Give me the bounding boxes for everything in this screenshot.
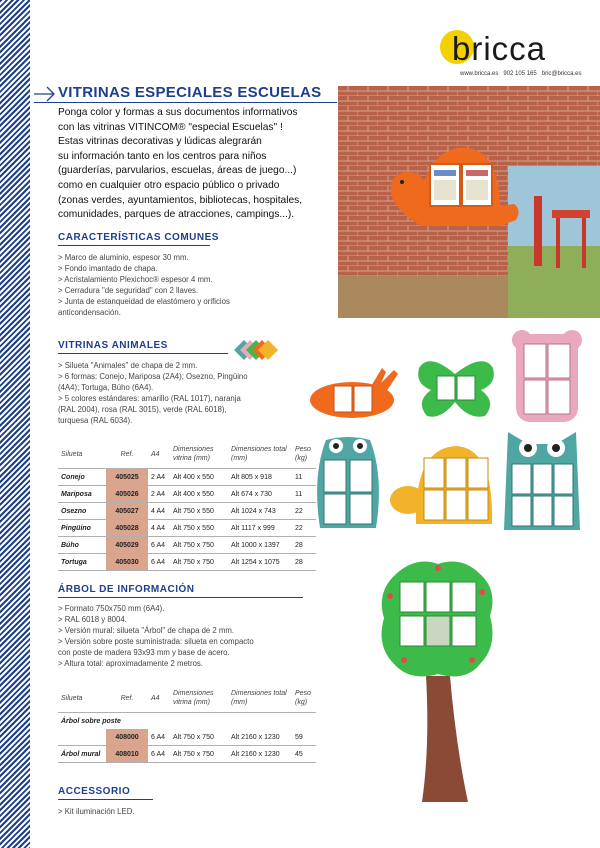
cell: Alt 1254 x 1075 bbox=[228, 554, 292, 571]
cell: Árbol mural bbox=[58, 746, 106, 763]
list-item: > Kit iluminación LED. bbox=[58, 807, 135, 816]
intro-line: (zonas verdes, ayuntamientos, bibliotecas, hospitales, bbox=[58, 194, 303, 206]
col-header: Dimensiones total (mm) bbox=[228, 684, 292, 713]
list-item: anticondensación. bbox=[58, 308, 121, 317]
cell: 22 bbox=[292, 520, 316, 537]
list-item: > 6 formas: Conejo, Mariposa (2A4); Osezno, Pingüino bbox=[58, 372, 248, 381]
table-row bbox=[58, 746, 316, 763]
intro-text bbox=[58, 106, 340, 223]
chevron-right-icon bbox=[34, 84, 56, 104]
table-row bbox=[58, 503, 316, 520]
cell: 4 A4 bbox=[148, 520, 170, 537]
intro-line: Ponga color y formas a sus documentos informativos bbox=[58, 107, 298, 118]
section-underline bbox=[58, 597, 303, 598]
decorative-stripe bbox=[0, 0, 30, 848]
cell: Alt 750 x 750 bbox=[170, 537, 228, 554]
table-row bbox=[58, 729, 316, 746]
cell: Conejo bbox=[58, 469, 106, 486]
intro-line: como en cualquier otro espacio público o privado bbox=[58, 179, 280, 191]
ref-cell: 405029 bbox=[106, 537, 148, 554]
intro-line: con las vitrinas VITINCOM® "especial Escuelas" ! bbox=[58, 121, 283, 133]
col-header: Peso (kg) bbox=[292, 440, 316, 469]
rabbit-vitrine-image bbox=[306, 368, 404, 420]
ref-cell: 408000 bbox=[106, 729, 148, 746]
table-header-row bbox=[58, 684, 316, 713]
table-row bbox=[58, 486, 316, 503]
ref-cell: 405025 bbox=[106, 469, 148, 486]
list-item: con poste de madera 93x93 mm y base de acero. bbox=[58, 648, 230, 657]
cell: 6 A4 bbox=[148, 729, 170, 746]
cell: Alt 674 x 730 bbox=[228, 486, 292, 503]
table-row bbox=[58, 520, 316, 537]
cell: Alt 1117 x 999 bbox=[228, 520, 292, 537]
cell: 4 A4 bbox=[148, 503, 170, 520]
table-row bbox=[58, 469, 316, 486]
list-item: > Cerradura "de seguridad" con 2 llaves. bbox=[58, 286, 199, 295]
table-row bbox=[58, 537, 316, 554]
title-underline bbox=[34, 102, 337, 103]
group-label: Árbol sobre poste bbox=[61, 717, 121, 725]
cell: Alt 750 x 750 bbox=[170, 729, 228, 746]
animales-list bbox=[58, 360, 248, 426]
table-header-row bbox=[58, 440, 316, 469]
accesorio-list bbox=[58, 806, 135, 817]
intro-line: (guarderías, parvularios, escuelas, áreas de juego...) bbox=[58, 165, 297, 177]
color-swatches-icon bbox=[232, 338, 280, 362]
list-item: > Acristalamiento Plexichoc® espesor 4 mm. bbox=[58, 275, 213, 284]
cell: 6 A4 bbox=[148, 554, 170, 571]
col-header: Ref. bbox=[106, 440, 148, 469]
cell: Alt 1000 x 1397 bbox=[228, 537, 292, 554]
logo-wordmark: bricca bbox=[452, 30, 547, 67]
cell: Alt 750 x 750 bbox=[170, 746, 228, 763]
caracteristicas-list bbox=[58, 252, 230, 318]
intro-line: comunidades, parques de atracciones, campings...). bbox=[58, 209, 295, 221]
cell: Alt 750 x 750 bbox=[170, 554, 228, 571]
col-header: Dimensiones vitrina (mm) bbox=[170, 684, 228, 713]
list-item: > 5 colores estándares: amarillo (RAL 1017), naranja bbox=[58, 394, 241, 403]
cell: 6 A4 bbox=[148, 746, 170, 763]
table-row bbox=[58, 554, 316, 571]
col-header: Peso (kg) bbox=[292, 684, 316, 713]
butterfly-vitrine-image bbox=[415, 358, 497, 420]
cell: 28 bbox=[292, 554, 316, 571]
brand-email: bric@bricca.es bbox=[541, 71, 582, 77]
page-title: VITRINAS ESPECIALES ESCUELAS bbox=[58, 84, 322, 101]
cell: 11 bbox=[292, 486, 316, 503]
cell: 28 bbox=[292, 537, 316, 554]
intro-line: su información tanto en los centros para niños bbox=[58, 150, 267, 162]
cell: Osezno bbox=[58, 503, 106, 520]
list-item: (4A4); Tortuga, Búho (6A4). bbox=[58, 383, 154, 392]
cell: 2 A4 bbox=[148, 486, 170, 503]
cell: Alt 750 x 550 bbox=[170, 520, 228, 537]
cell: 22 bbox=[292, 503, 316, 520]
list-item: > RAL 6018 y 8004. bbox=[58, 615, 127, 624]
cell: Alt 2160 x 1230 bbox=[228, 729, 292, 746]
school-photo bbox=[338, 86, 600, 318]
arbol-table bbox=[58, 684, 316, 763]
ref-cell: 408010 bbox=[106, 746, 148, 763]
cell bbox=[58, 729, 106, 746]
cell: Pingüino bbox=[58, 520, 106, 537]
turtle-vitrine-image bbox=[386, 444, 496, 528]
accesorio-heading: ACCESSORIO bbox=[58, 786, 131, 797]
cell: Alt 750 x 550 bbox=[170, 503, 228, 520]
intro-line: Estas vitrinas decorativas y lúdicas alegrarán bbox=[58, 136, 262, 148]
list-item: (RAL 2004), rosa (RAL 3015), verde (RAL 6018), bbox=[58, 405, 227, 414]
table-group-row bbox=[58, 713, 316, 730]
col-header: Dimensiones total (mm) bbox=[228, 440, 292, 469]
animales-heading: VITRINAS ANIMALES bbox=[58, 340, 168, 351]
list-item: > Versión sobre poste suministrada: silueta en compacto bbox=[58, 637, 254, 646]
list-item: > Silueta "Animales" de chapa de 2 mm. bbox=[58, 361, 198, 370]
ref-cell: 405030 bbox=[106, 554, 148, 571]
section-underline bbox=[58, 353, 228, 354]
col-header: A4 bbox=[148, 684, 170, 713]
ref-cell: 405027 bbox=[106, 503, 148, 520]
animales-table bbox=[58, 440, 316, 571]
col-header: Dimensiones vitrina (mm) bbox=[170, 440, 228, 469]
col-header: Ref. bbox=[106, 684, 148, 713]
col-header: Silueta bbox=[58, 440, 106, 469]
cell: Tortuga bbox=[58, 554, 106, 571]
brand-logo bbox=[438, 28, 582, 84]
list-item: > Altura total: aproximadamente 2 metros. bbox=[58, 659, 203, 668]
bear-vitrine-image bbox=[512, 328, 582, 422]
ref-cell: 405028 bbox=[106, 520, 148, 537]
cell: 45 bbox=[292, 746, 316, 763]
cell: 59 bbox=[292, 729, 316, 746]
arbol-heading: ÁRBOL DE INFORMACIÓN bbox=[58, 584, 195, 595]
cell: Alt 400 x 550 bbox=[170, 486, 228, 503]
cell: Búho bbox=[58, 537, 106, 554]
list-item: > Marco de aluminio, espesor 30 mm. bbox=[58, 253, 189, 262]
tree-vitrine-image bbox=[376, 556, 498, 804]
section-underline bbox=[58, 245, 210, 246]
penguin-vitrine-image bbox=[312, 436, 384, 530]
cell: 6 A4 bbox=[148, 537, 170, 554]
cell: Alt 805 x 918 bbox=[228, 469, 292, 486]
cell: 11 bbox=[292, 469, 316, 486]
brand-web: www.bricca.es bbox=[460, 71, 499, 77]
list-item: > Versión mural: silueta "Árbol" de chapa de 2 mm. bbox=[58, 626, 235, 635]
owl-vitrine-image bbox=[502, 430, 582, 532]
arbol-list bbox=[58, 603, 254, 669]
list-item: > Fondo imantado de chapa. bbox=[58, 264, 158, 273]
ref-cell: 405026 bbox=[106, 486, 148, 503]
section-underline bbox=[58, 799, 153, 800]
col-header: A4 bbox=[148, 440, 170, 469]
caracteristicas-heading: CARACTERÍSTICAS COMUNES bbox=[58, 232, 219, 243]
list-item: > Junta de estanqueidad de elastómero y orificios bbox=[58, 297, 230, 306]
logo-contact bbox=[460, 71, 582, 77]
brand-phone: 902 105 165 bbox=[503, 71, 537, 77]
cell: Alt 400 x 550 bbox=[170, 469, 228, 486]
col-header: Silueta bbox=[58, 684, 106, 713]
cell: 2 A4 bbox=[148, 469, 170, 486]
list-item: > Formato 750x750 mm (6A4). bbox=[58, 604, 165, 613]
cell: Alt 1024 x 743 bbox=[228, 503, 292, 520]
list-item: turquesa (RAL 6034). bbox=[58, 416, 133, 425]
cell: Mariposa bbox=[58, 486, 106, 503]
cell: Alt 2160 x 1230 bbox=[228, 746, 292, 763]
